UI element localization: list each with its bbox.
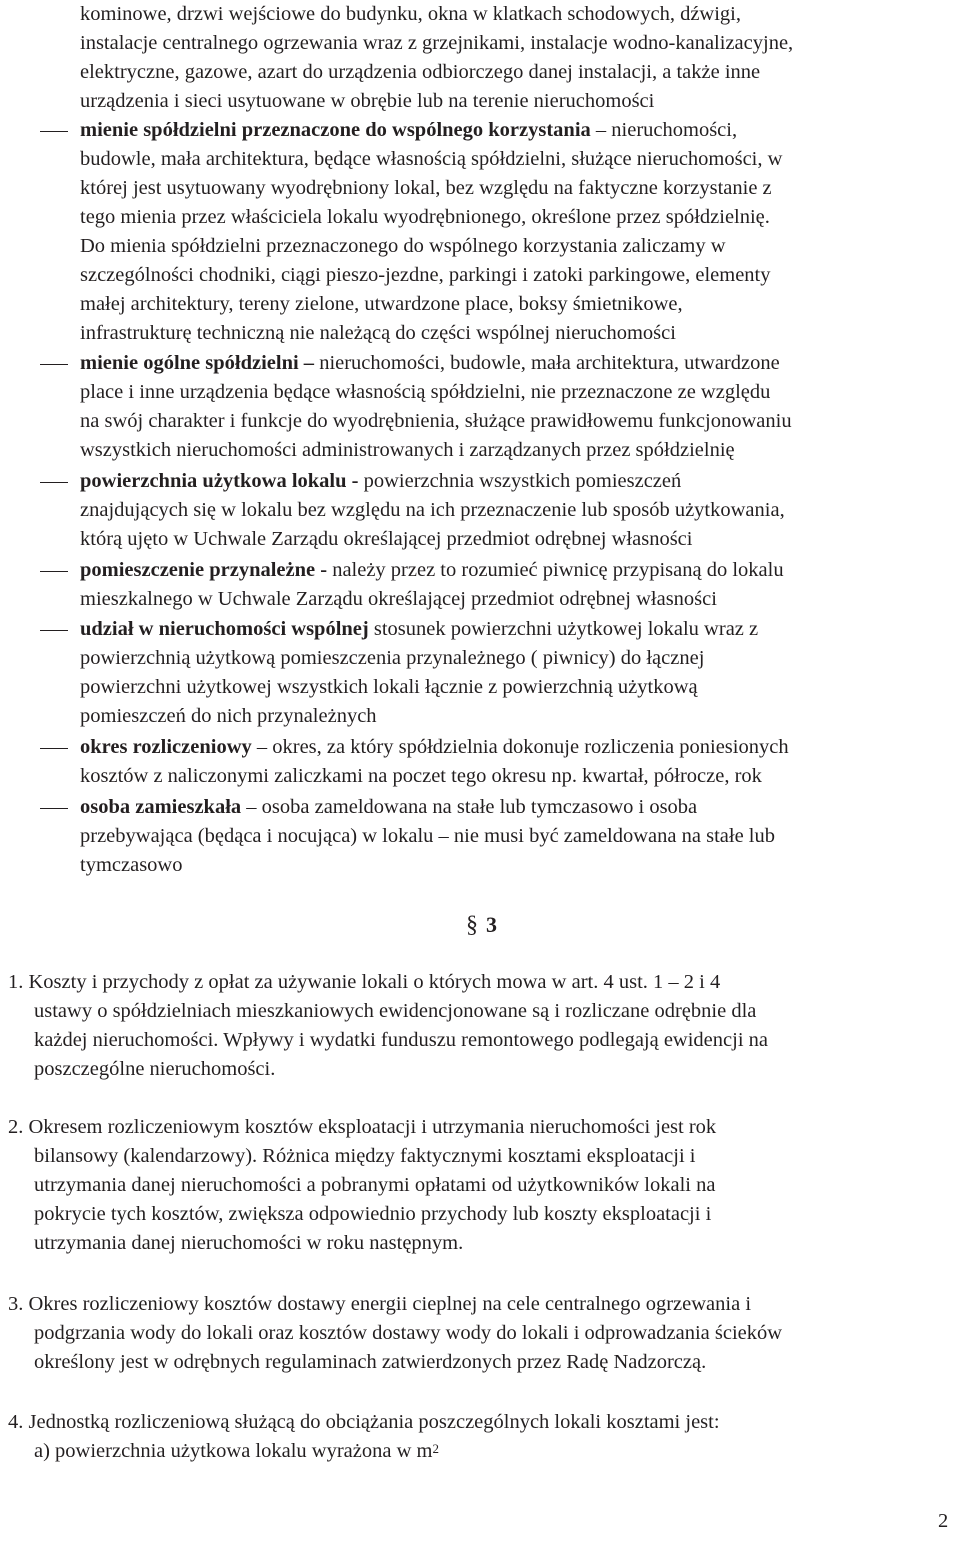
definition-line: małej architektury, tereny zielone, utwardzone place, boksy śmietnikowe, [80, 293, 683, 315]
definition-first-line [80, 615, 758, 644]
definition-line: przebywająca (będąca i nocująca) w lokalu – nie musi być zameldowana na stałe lub [80, 825, 775, 847]
point-line: utrzymania danej nieruchomości w roku następnym. [34, 1232, 464, 1254]
definition-line: wszystkich nieruchomości administrowanych i zarządzanych przez spółdzielnię [80, 439, 735, 461]
point-line: poszczególne nieruchomości. [34, 1058, 276, 1080]
superscript: 2 [432, 1441, 439, 1456]
definition-line: pomieszczeń do nich przynależnych [80, 705, 377, 727]
definition-first-line [80, 556, 784, 585]
point-line: 1. Koszty i przychody z opłat za używanie lokali o których mowa w art. 4 ust. 1 – 2 i 4 [8, 971, 721, 993]
definition-line: budowle, mała architektura, będące własnością spółdzielni, służące nieruchomości, w [80, 148, 783, 170]
definition-text: stosunek powierzchni użytkowej lokalu wraz z [368, 618, 759, 640]
definition-text: należy przez to rozumieć piwnicę przypisaną do lokalu [327, 559, 784, 581]
definition-line: powierzchni użytkowej wszystkich lokali łącznie z powierzchnią użytkową [80, 676, 698, 698]
definition-line: Do mienia spółdzielni przeznaczonego do wspólnego korzystania zaliczamy w [80, 235, 726, 257]
definition-line: na swój charakter i funkcje do wyodrębnienia, służące prawidłowemu funkcjonowaniu [80, 410, 792, 432]
definition-line: którą ujęto w Uchwale Zarządu określającej przedmiot odrębnej własności [80, 528, 693, 550]
point-line-with-superscript [34, 1437, 439, 1466]
definition-first-line [80, 349, 780, 378]
dash-bullet [40, 482, 68, 483]
definition-line: której jest usytuowany wyodrębniony lokal, bez względu na faktyczne korzystanie z [80, 177, 772, 199]
page-number: 2 [938, 1510, 949, 1532]
definition-term: mienie ogólne spółdzielni – [80, 352, 315, 374]
section-heading [466, 912, 497, 939]
section-number: 3 [486, 912, 497, 937]
point-line: utrzymania danej nieruchomości a pobranymi opłatami od użytkowników lokali na [34, 1174, 716, 1196]
definition-text: nieruchomości, budowle, mała architektura, utwardzone [314, 352, 780, 374]
point-line: każdej nieruchomości. Wpływy i wydatki funduszu remontowego podlegają ewidencji na [34, 1029, 768, 1051]
intro-line: urządzenia i sieci usytuowane w obrębie lub na terenie nieruchomości [80, 90, 655, 112]
dash-bullet [40, 364, 68, 365]
definition-line: szczególności chodniki, ciągi pieszo-jezdne, parkingi i zatoki parkingowe, elementy [80, 264, 771, 286]
dash-bullet [40, 808, 68, 809]
definition-term: powierzchnia użytkowa lokalu - [80, 470, 359, 492]
dash-bullet [40, 571, 68, 572]
point-line: podgrzania wody do lokali oraz kosztów dostawy wody do lokali i odprowadzania ścieków [34, 1322, 783, 1344]
dash-bullet [40, 748, 68, 749]
definition-term: pomieszczenie przynależne - [80, 559, 328, 581]
definition-line: tymczasowo [80, 854, 183, 876]
definition-term: osoba zamieszkała [80, 796, 242, 818]
definition-first-line [80, 467, 681, 496]
definition-line: place i inne urządzenia będące własnością spółdzielni, nie przeznaczone ze względu [80, 381, 771, 403]
definition-first-line [80, 793, 697, 822]
definition-text: powierzchnia wszystkich pomieszczeń [358, 470, 682, 492]
definition-text: – nieruchomości, [590, 119, 738, 141]
definition-first-line [80, 733, 789, 762]
definition-line: kosztów z naliczonymi zaliczkami na poczet tego okresu np. kwartał, półrocze, rok [80, 765, 762, 787]
point-line: pokrycie tych kosztów, zwiększa odpowiednio przychody lub koszty eksploatacji i [34, 1203, 712, 1225]
definition-line: mieszkalnego w Uchwale Zarządu określającej przedmiot odrębnej własności [80, 588, 717, 610]
definition-term: okres rozliczeniowy [80, 736, 252, 758]
intro-line: elektryczne, gazowe, azart do urządzenia odbiorczego danej instalacji, a także inne [80, 61, 761, 83]
intro-line: kominowe, drzwi wejściowe do budynku, okna w klatkach schodowych, dźwigi, [80, 3, 741, 25]
dash-bullet [40, 131, 68, 132]
definition-term: udział w nieruchomości wspólnej [80, 618, 369, 640]
point-line: 2. Okresem rozliczeniowym kosztów eksploatacji i utrzymania nieruchomości jest rok [8, 1116, 717, 1138]
definition-line: powierzchnią użytkową pomieszczenia przynależnego ( piwnicy) do łącznej [80, 647, 705, 669]
definition-first-line [80, 116, 737, 145]
definition-line: tego mienia przez właściciela lokalu wyodrębnionego, określone przez spółdzielnię. [80, 206, 770, 228]
section-symbol: § [466, 912, 478, 938]
point-line-text: a) powierzchnia użytkowa lokalu wyrażona w m [34, 1440, 433, 1462]
point-line: ustawy o spółdzielniach mieszkaniowych ewidencjonowane są i rozliczane odrębnie dla [34, 1000, 757, 1022]
point-line: bilansowy (kalendarzowy). Różnica między faktycznymi kosztami eksploatacji i [34, 1145, 696, 1167]
point-line: 3. Okres rozliczeniowy kosztów dostawy energii cieplnej na cele centralnego ogrzewania i [8, 1293, 752, 1315]
intro-line: instalacje centralnego ogrzewania wraz z grzejnikami, instalacje wodno-kanalizacyjne, [80, 32, 794, 54]
point-line: określony jest w odrębnych regulaminach zatwierdzonych przez Radę Nadzorczą. [34, 1351, 707, 1373]
definition-text: – okres, za który spółdzielnia dokonuje rozliczenia poniesionych [251, 736, 789, 758]
definition-term: mienie spółdzielni przeznaczone do wspólnego korzystania [80, 119, 591, 141]
definition-text: – osoba zameldowana na stałe lub tymczasowo i osoba [241, 796, 698, 818]
dash-bullet [40, 630, 68, 631]
point-line: 4. Jednostką rozliczeniową służącą do obciążania poszczególnych lokali kosztami jest: [8, 1411, 720, 1433]
definition-line: znajdujących się w lokalu bez względu na ich przeznaczenie lub sposób użytkowania, [80, 499, 785, 521]
definition-line: infrastrukturę techniczną nie należącą do części wspólnej nieruchomości [80, 322, 676, 344]
